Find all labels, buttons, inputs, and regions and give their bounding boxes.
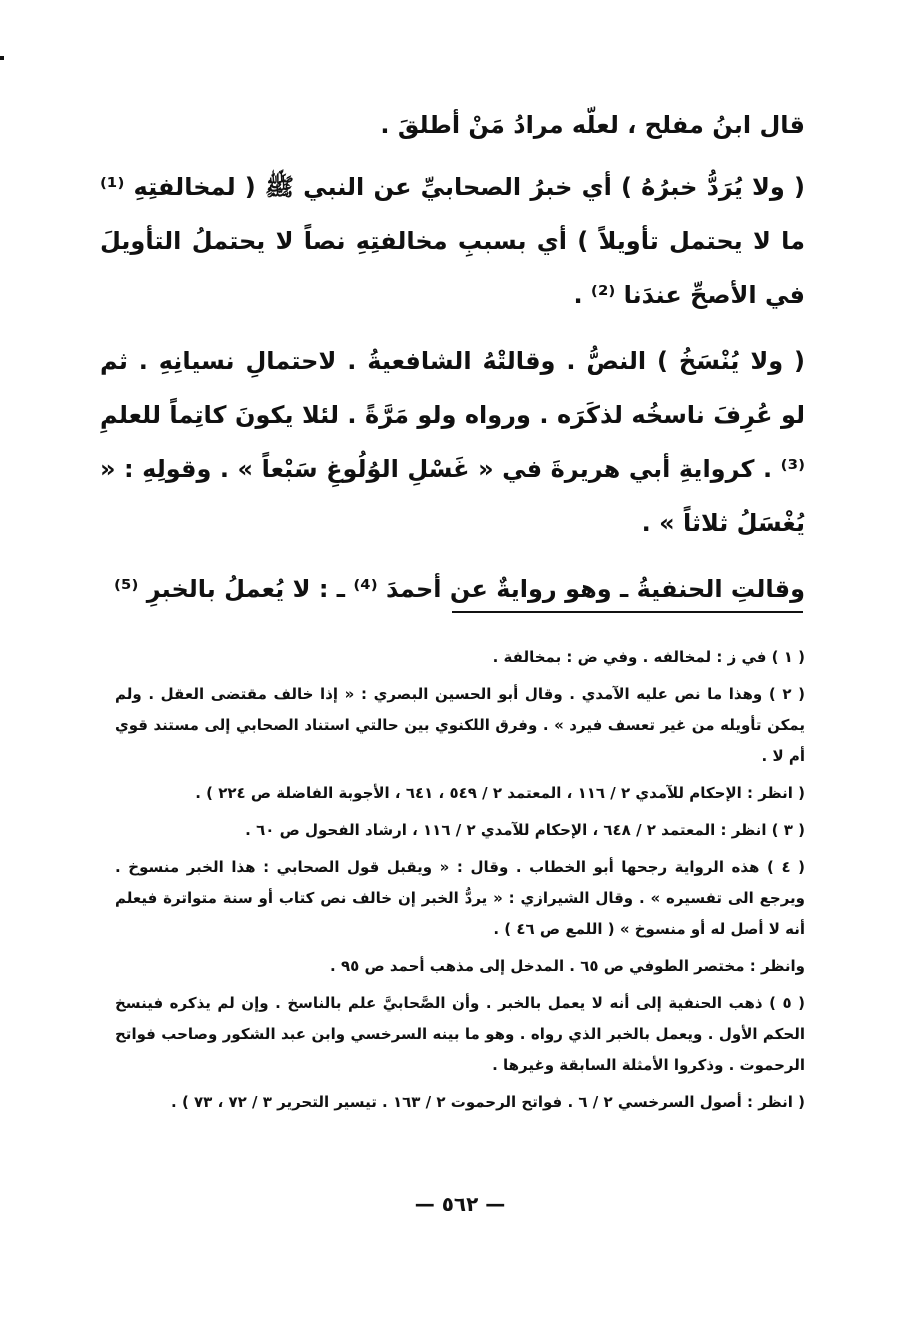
main-paragraph: ( ولا يُرَدُّ خبرُهُ ) أي خبرُ الصحابيِّ عن النبي ﷺ ( لمخالفتِهِ ⁽¹⁾ ما لا يحتمل تأويلاً ) أي بسببِ مخالفتِهِ نصاً لا يحتملُ التأويلَ في الأصحِّ عندَنا ⁽²⁾ .: [100, 173, 805, 309]
footnote: ( ٥ ) ذهب الحنفية إلى أنه لا يعمل بالخبر . وأن الصَّحابيَّ علم بالناسخ . وإن لم يذكره فينسخ الحكم الأول . ويعمل بالخبر الذي رواه . وهو ما بينه السرخسي وابن عبد الشكور وصاحب فواتح الرحموت . وذكروا الأمثلة السابقة وغيرها .: [115, 994, 806, 1074]
footnote: ( ١ ) في ز : لمخالفه . وفي ض : بمخالفة .: [492, 648, 805, 666]
footnote: ( ٢ ) وهذا ما نص عليه الآمدي . وقال أبو الحسين البصري : « إذا خالف مقتضى العقل . ولم يمكن تأويله من غير تعسف فيرد » . وفرق اللكنوي بين حالتي استناد الصحابي إلى مستند قوي أم لا .: [115, 685, 806, 765]
footnotes-section: [115, 642, 805, 1124]
footnote-divider: [452, 611, 803, 613]
main-paragraph: ( ولا يُنْسَخُ ) النصُّ . وقالتْهُ الشافعيةُ . لاحتمالِ نسيانِهِ . ثم لو عُرِفَ ناسخُه لذكَرَه . ورواه ولو مَرَّةً . لئلا يكونَ كاتِماً للعلمِ ⁽³⁾ . كروايةِ أبي هريرةَ في « غَسْلِ الوُلُوغِ سَبْعاً » . وقولِهِ : « يُغْسَلُ ثلاثاً » .: [100, 347, 805, 537]
main-paragraph: قال ابنُ مفلح ، لعلّه مرادُ مَنْ أطلقَ .: [380, 111, 805, 139]
main-paragraph: وقالتِ الحنفيةُ ـ وهو روايةٌ عن أحمدَ ⁽⁴⁾ ـ : لا يُعملُ بالخبرِ ⁽⁵⁾: [114, 575, 805, 603]
footnote: وانظر : مختصر الطوفي ص ٦٥ . المدخل إلى مذهب أحمد ص ٩٥ .: [330, 957, 805, 975]
footnote: ( ٤ ) هذه الرواية رجحها أبو الخطاب . وقال : « ويقبل قول الصحابي : هذا الخبر منسوخ . ويرجع الى تفسيره » . وقال الشيرازي : « يردُّ الخبر إن خالف نص كتاب أو سنة متواترة فيعلم أنه لا أصل له أو منسوخ » ( اللمع ص ٤٦ ) .: [115, 858, 806, 938]
footnote: ( ٣ ) انظر : المعتمد ٢ / ٦٤٨ ، الإحكام للآمدي ٢ / ١١٦ ، ارشاد الفحول ص ٦٠ .: [245, 821, 805, 839]
footnote: ( انظر : الإحكام للآمدي ٢ / ١١٦ ، المعتمد ٢ / ٥٤٩ ، ٦٤١ ، الأجوبة الفاضلة ص ٢٢٤ ) .: [195, 784, 805, 802]
scan-mark: [0, 56, 4, 60]
main-text-body: [100, 98, 805, 628]
footnote: ( انظر : أصول السرخسي ٢ / ٦ . فواتح الرحموت ٢ / ١٦٣ . تيسير التحرير ٣ / ٧٢ ، ٧٣ ) .: [171, 1093, 805, 1111]
page-number: — ٥٦٢ —: [414, 1192, 506, 1216]
